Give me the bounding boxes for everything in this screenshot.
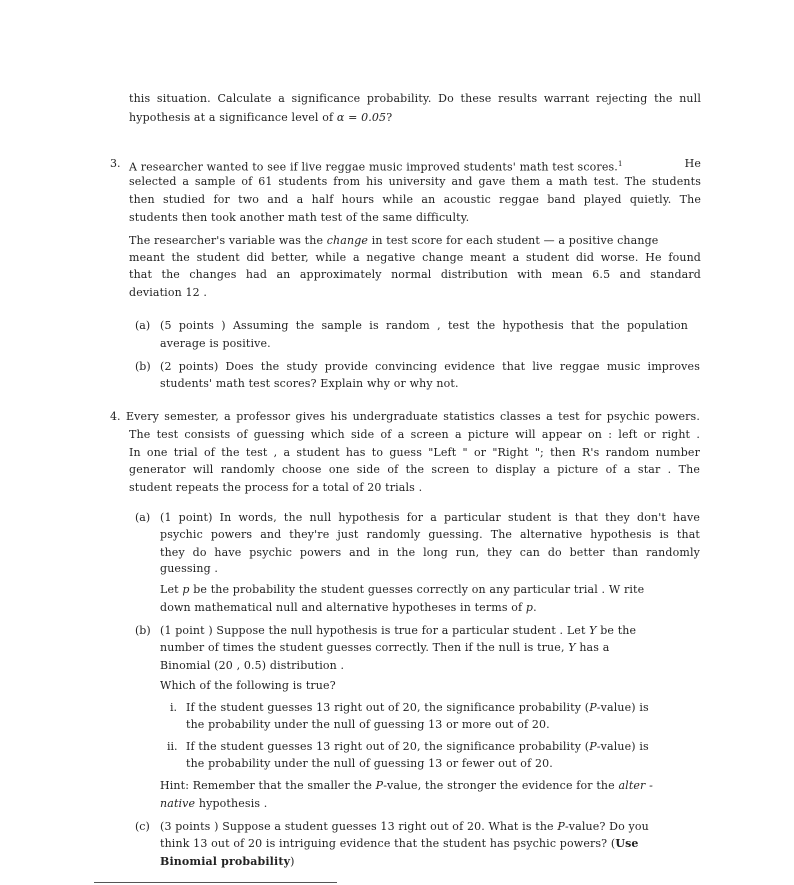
q4b-ii-line-1 <box>186 740 700 754</box>
hint-text-b: -value, the stronger the evidence for the <box>383 779 619 792</box>
q3-p1-line-3: then studied for two and a half hours while an acoustic reggae band played quietly. The <box>129 193 701 206</box>
q3-p1-line-1 <box>129 157 701 175</box>
var-p: p <box>182 583 190 596</box>
q4b-text-end: be the <box>596 624 637 637</box>
q3-p2-line-1 <box>129 234 701 248</box>
q4-p1-line-3: In one trial of the test , a student has to guess "Left " or "Right "; then R's random number <box>129 446 700 459</box>
q3b-label: (b) <box>135 360 151 373</box>
binomial-probability-bold: Binomial probability <box>160 855 291 868</box>
hint-end: hypothesis . <box>195 797 268 810</box>
q3-p2-text: The researcher's variable was the <box>129 234 327 247</box>
q4c-end: ) <box>290 855 295 868</box>
q4b-hint-line-2 <box>160 797 267 811</box>
q4a-line-6-text: down mathematical null and alternative hypotheses in terms of <box>160 601 526 614</box>
q3a-label: (a) <box>135 319 151 332</box>
change-word: change <box>326 234 369 247</box>
q4-p1-line-2: The test consists of guessing which side of a screen a picture will appear on : left or right . <box>129 428 700 441</box>
hint-alternative-1: alter - <box>618 779 653 792</box>
q3-p2-line-3: that the changes had an approximately normal distribution with mean 6.5 and standard <box>129 268 701 281</box>
var-p: p <box>525 601 534 614</box>
q4a-line-5 <box>160 583 700 597</box>
q3-p1-line-2: selected a sample of 61 students from his university and gave them a math test. The students <box>129 175 701 188</box>
q4b-i-line-1 <box>186 701 700 715</box>
q4c-line-2-text: think 13 out of 20 is intriguing evidence that the student has psychic powers? ( <box>160 837 616 850</box>
q4b-i-line-2: the probability under the null of guessing 13 or more out of 20. <box>186 718 550 731</box>
var-y: Y <box>589 624 597 637</box>
q4a-line-3: they do have psychic powers and in the long run, they can do better than randomly <box>160 546 700 559</box>
hint-alternative-2: native <box>160 797 196 810</box>
q4c-text-end: -value? Do you <box>564 820 649 833</box>
q3-p1-text: A researcher wanted to see if live reggae music improved students' math test scores. <box>129 160 618 174</box>
q3-p2-line-4: deviation 12 . <box>129 286 208 299</box>
alpha-value: α = 0.05 <box>336 111 387 124</box>
intro-line-2 <box>129 111 392 125</box>
q4b-line-4: Which of the following is true? <box>160 679 336 692</box>
q4-p1-line-4: generator will randomly choose one side of the screen to display a picture of a star . The <box>129 463 700 476</box>
q4b-ii-text: If the student guesses 13 right out of 20, the significance probability ( <box>186 740 590 753</box>
hint-text: Hint: Remember that the smaller the <box>160 779 376 792</box>
q4b-i-label: i. <box>170 701 178 714</box>
var-P: P <box>589 740 597 753</box>
q4c-text: (3 points ) Suppose a student guesses 13 right out of 20. What is the <box>160 820 558 833</box>
intro-end: ? <box>386 111 393 124</box>
q4a-line-5-text: be the probability the student guesses correctly on any particular trial . W rite <box>189 583 645 596</box>
q4b-line-3: Binomial (20 , 0.5) distribution . <box>160 659 345 672</box>
q4b-text: (1 point ) Suppose the null hypothesis is true for a particular student . Let <box>160 624 590 637</box>
var-P: P <box>589 701 597 714</box>
q4a-label: (a) <box>135 511 151 524</box>
q4b-ii-label: ii. <box>167 740 178 753</box>
q3-p2-line-2: meant the student did better, while a negative change meant a student did worse. He found <box>129 251 701 264</box>
q3a-line-1: (5 points ) Assuming the sample is random , test the hypothesis that the population <box>160 319 688 332</box>
q4a-line-1: (1 point) In words, the null hypothesis for a particular student is that they don't have <box>160 511 700 524</box>
footnote-rule <box>94 882 337 883</box>
q4b-hint-line-1 <box>160 779 700 793</box>
q4b-line-2 <box>160 641 700 655</box>
q4b-i-text: If the student guesses 13 right out of 20, the significance probability ( <box>186 701 590 714</box>
footnote-mark: 1 <box>617 160 623 168</box>
q4b-ii-text-end: -value) is <box>596 740 649 753</box>
q3b-line-2: students' math test scores? Explain why or why not. <box>160 377 459 390</box>
q4a-line-2: psychic powers and they're just randomly guessing. The alternative hypothesis is that <box>160 528 700 541</box>
var-y: Y <box>568 641 576 654</box>
q3-p1-line-4: students then took another math test of the same difficulty. <box>129 211 470 224</box>
q4b-ii-line-2: the probability under the null of guessing 13 or fewer out of 20. <box>186 757 553 770</box>
q4-p1-line-5: student repeats the process for a total of 20 trials . <box>129 481 423 494</box>
q4-p1-line-1: Every semester, a professor gives his undergraduate statistics classes a test for psychic powers. <box>126 410 700 423</box>
q4a-let: Let <box>160 583 183 596</box>
q4b-line-2-end: has a <box>575 641 610 654</box>
q4c-line-2 <box>160 837 700 851</box>
use-bold: Use <box>615 837 639 850</box>
q4b-line-1 <box>160 624 700 638</box>
q4-number: 4. <box>110 410 121 423</box>
q4a-line-4: guessing . <box>160 562 219 575</box>
var-P: P <box>557 820 565 833</box>
q4b-label: (b) <box>135 624 151 637</box>
q4c-line-1 <box>160 820 700 834</box>
q4a-line-6-end: . <box>533 601 537 614</box>
q4b-line-2-text: number of times the student guesses correctly. Then if the null is true, <box>160 641 569 654</box>
q3-p1-end: He <box>684 157 701 170</box>
q4c-line-3 <box>160 855 295 869</box>
q4c-label: (c) <box>135 820 150 833</box>
var-P: P <box>375 779 384 792</box>
q4b-i-text-end: -value) is <box>596 701 649 714</box>
intro-line-1: this situation. Calculate a significance probability. Do these results warrant rejecting the null <box>129 92 701 105</box>
intro-text: hypothesis at a significance level of <box>129 111 337 124</box>
q3-number: 3. <box>110 157 121 170</box>
q3a-line-2: average is positive. <box>160 337 271 350</box>
q3-p2-text-b: in test score for each student — a positive change <box>368 234 659 247</box>
q4a-line-6 <box>160 601 537 615</box>
q3b-line-1: (2 points) Does the study provide convincing evidence that live reggae music improves <box>160 360 700 373</box>
